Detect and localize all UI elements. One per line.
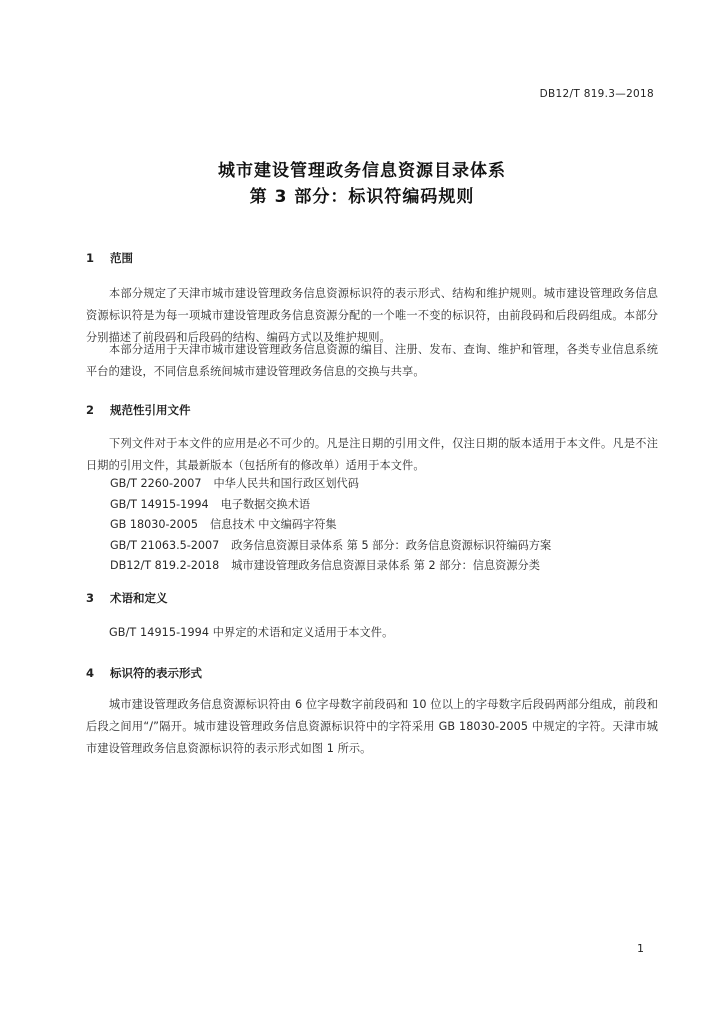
section-4-heading <box>86 665 202 681</box>
reference-title: 政务信息资源目录体系 第 5 部分：政务信息资源标识符编码方案 <box>231 538 552 552</box>
document-title <box>0 158 724 210</box>
section-1-paragraph-2: 本部分适用于天津市城市建设管理政务信息资源的编目、注册、发布、查询、维护和管理，各类专业信息系统平台的建设，不同信息系统间城市建设管理政务信息的交换与共享。 <box>86 343 658 378</box>
standard-code: DB12/T 819.3—2018 <box>539 88 654 100</box>
reference-code: GB/T 2260-2007 <box>110 477 202 490</box>
reference-code: GB 18030-2005 <box>110 518 198 531</box>
page-number: 1 <box>637 942 644 955</box>
reference-title: 电子数据交换术语 <box>220 497 311 511</box>
reference-list <box>110 474 551 577</box>
section-title: 术语和定义 <box>110 591 168 605</box>
reference-item <box>110 495 551 516</box>
title-line-2: 第 3 部分：标识符编码规则 <box>249 187 475 207</box>
section-title: 标识符的表示形式 <box>110 666 203 680</box>
reference-title: 城市建设管理政务信息资源目录体系 第 2 部分：信息资源分类 <box>231 559 540 572</box>
reference-title: 信息技术 中文编码字符集 <box>210 518 337 531</box>
section-title: 范围 <box>110 251 134 265</box>
reference-item <box>110 515 551 536</box>
section-2-heading <box>86 402 191 418</box>
reference-code: GB/T 14915-1994 <box>110 497 209 511</box>
reference-item <box>110 474 551 495</box>
section-3-heading <box>86 590 168 606</box>
section-4-paragraph: 城市建设管理政务信息资源标识符由 6 位字母数字前段码和 10 位以上的字母数字后段码两部分组成，前段和后段之间用“/”隔开。城市建设管理政务信息资源标识符中的字符采用 GB 18030-2005 中规定的字符。天津市城市建设管理政务信息资源标识符的表示形式如图 1 所示。 <box>86 698 658 755</box>
section-number: 3 <box>86 591 95 605</box>
section-1-paragraph-1: 本部分规定了天津市城市建设管理政务信息资源标识符的表示形式、结构和维护规则。城市建设管理政务信息资源标识符是为每一项城市建设管理政务信息资源分配的一个唯一不变的标识符，由前段码和后段码组成。本部分分别描述了前段码和后段码的结构、编码方式以及维护规则。 <box>86 287 658 344</box>
section-number: 4 <box>86 666 95 680</box>
reference-code: GB/T 21063.5-2007 <box>110 538 220 552</box>
section-3-paragraph: GB/T 14915-1994 中界定的术语和定义适用于本文件。 <box>109 626 394 639</box>
reference-code: DB12/T 819.2-2018 <box>110 559 220 572</box>
title-line-1: 城市建设管理政务信息资源目录体系 <box>218 161 506 181</box>
reference-title: 中华人民共和国行政区划代码 <box>213 477 359 490</box>
reference-item <box>110 556 551 577</box>
section-title: 规范性引用文件 <box>110 403 191 417</box>
reference-item <box>110 536 551 557</box>
section-1-heading <box>86 250 133 266</box>
section-number: 1 <box>86 251 95 265</box>
section-number: 2 <box>86 403 95 417</box>
section-2-intro: 下列文件对于本文件的应用是必不可少的。凡是注日期的引用文件，仅注日期的版本适用于本文件。凡是不注日期的引用文件，其最新版本（包括所有的修改单）适用于本文件。 <box>86 437 658 472</box>
